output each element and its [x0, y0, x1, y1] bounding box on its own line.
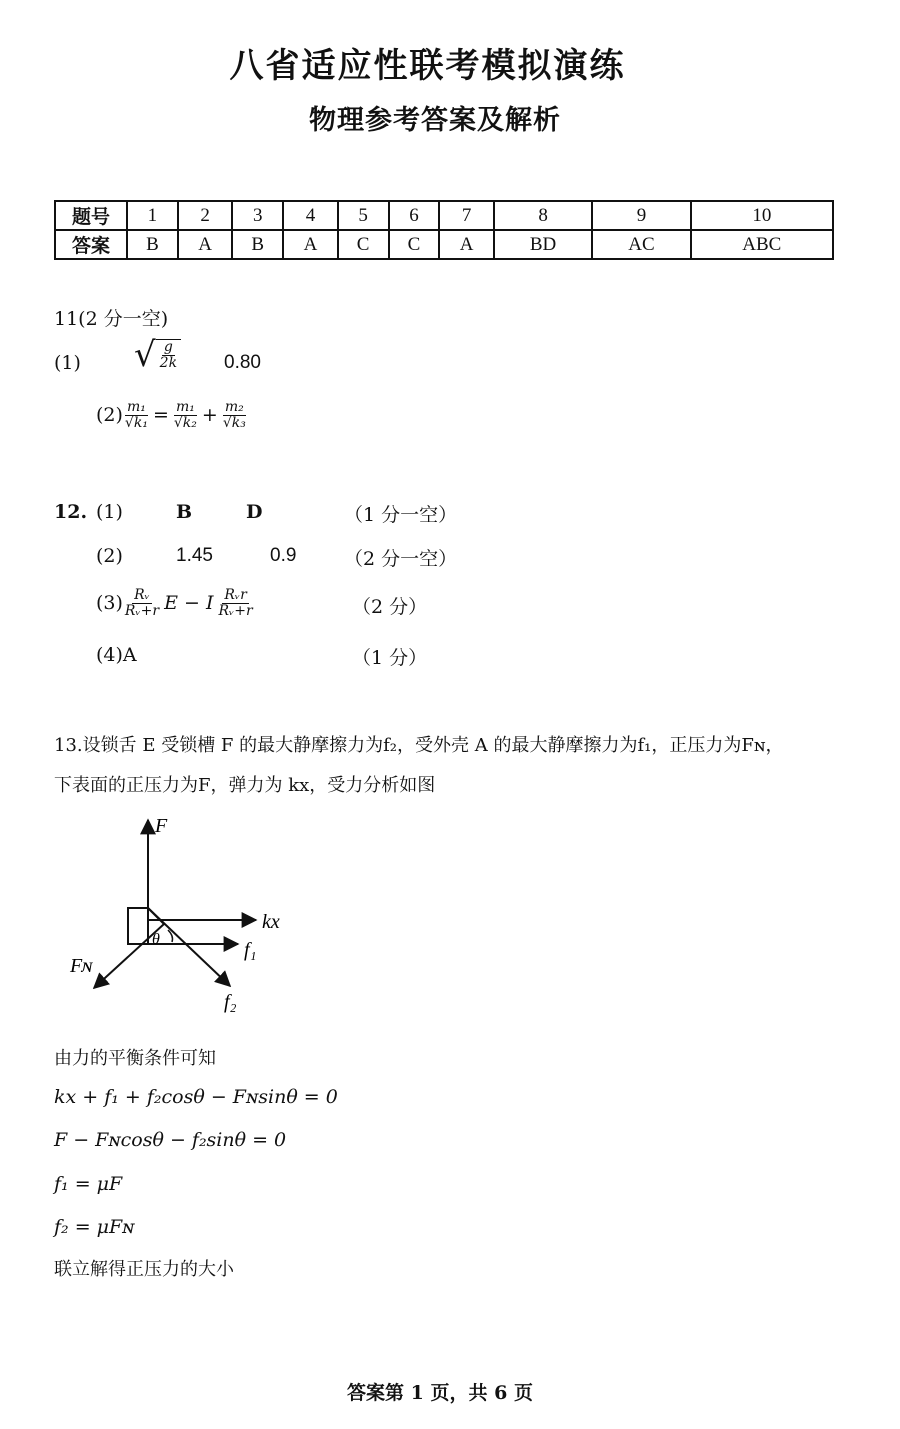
q12-part3-formula — [96, 588, 255, 618]
q13-conclusion: 联立解得正压力的大小 — [54, 1259, 234, 1280]
q12-part1-answer-b: D — [246, 501, 263, 523]
q12-part4-score: （1 分） — [352, 647, 428, 669]
answer-cell: AC — [592, 230, 690, 259]
answer-cell: B — [232, 230, 283, 259]
q11-frac1-num: m₁ — [126, 399, 146, 415]
q12-part2-answer-a: 1.45 — [176, 545, 213, 566]
q11-part1-value: 0.80 — [224, 352, 261, 373]
q12-part3-mid: E − I — [164, 592, 214, 615]
q12-frac2-num: Rᵥr — [224, 587, 247, 603]
q12-part2-answer-b: 0.9 — [270, 545, 297, 566]
block-shape — [128, 908, 148, 944]
q13-equation-1: kx + f₁ + f₂cosθ − Fɴsinθ = 0 — [54, 1086, 338, 1108]
answer-cell: A — [283, 230, 337, 259]
label-kx: kx — [262, 911, 280, 933]
question-number-cell: 6 — [389, 201, 440, 230]
q13-line2: 下表面的正压力为F，弹力为 kx，受力分析如图 — [54, 775, 436, 796]
label-f2: f₂ — [224, 991, 237, 1013]
q11-frac3-num: m₂ — [224, 399, 244, 415]
q11-frac2-num: m₁ — [175, 399, 195, 415]
q11-frac1-den: √k₁ — [124, 414, 148, 431]
q13-balance-intro: 由力的平衡条件可知 — [54, 1048, 216, 1069]
question-number-cell: 7 — [439, 201, 493, 230]
document-subtitle: 物理参考答案及解析 — [309, 105, 561, 136]
q11-part1-sqrt: √ $\frac{g}{2k}$ — [134, 338, 181, 372]
q12-part1-score: （1 分一空） — [344, 504, 458, 526]
table-row-numbers — [55, 201, 833, 230]
document-title: 八省适应性联考模拟演练 — [229, 46, 626, 86]
page-footer: 答案第 1 页，共 6 页 — [347, 1382, 533, 1404]
question-number-cell: 8 — [494, 201, 592, 230]
q12-part4-label: (4)A — [96, 644, 137, 666]
q12-part1-answer-a: B — [176, 501, 193, 523]
q11-part1-label: (1) — [54, 352, 81, 374]
label-FN: Fɴ — [70, 955, 93, 977]
force-diagram — [60, 810, 310, 1020]
answer-cell: A — [178, 230, 232, 259]
q11-frac2-den: √k₂ — [173, 414, 197, 431]
q11-sqrt-numerator: g — [163, 339, 173, 356]
q11-part2-label: (2) — [96, 404, 123, 427]
q13-line1: 13.设锁舌 E 受锁槽 F 的最大静摩擦力为f₂，受外壳 A 的最大静摩擦力为f₁，正压力为Fɴ， — [54, 735, 784, 756]
q13-equation-2: F − Fɴcosθ − f₂sinθ = 0 — [54, 1129, 287, 1151]
row-label-answer: 答案 — [55, 230, 127, 259]
q12-number: 12. — [54, 501, 88, 523]
q12-frac1-den: Rᵥ+r — [124, 602, 160, 619]
q11-part2-formula — [96, 400, 248, 430]
q12-frac2-den: Rᵥ+r — [218, 602, 253, 619]
q12-part2-label: (2) — [96, 545, 123, 567]
answer-cell: C — [338, 230, 389, 259]
label-F: F — [155, 815, 168, 837]
answer-cell: C — [389, 230, 440, 259]
q13-equation-3: f₁ = μF — [54, 1173, 123, 1195]
answer-cell: BD — [494, 230, 592, 259]
q11-plus: + — [201, 404, 218, 427]
q12-frac1-num: Rᵥ — [134, 587, 150, 603]
question-number-cell: 1 — [127, 201, 178, 230]
question-number-cell: 3 — [232, 201, 283, 230]
question-number-cell: 10 — [691, 201, 833, 230]
answer-cell: ABC — [691, 230, 833, 259]
label-f1: f₁ — [244, 939, 257, 961]
question-number-cell: 5 — [338, 201, 389, 230]
q11-frac3-den: √k₃ — [222, 414, 246, 431]
label-theta: θ — [152, 931, 160, 948]
q12-part3-score: （2 分） — [352, 596, 428, 618]
answer-cell: B — [127, 230, 178, 259]
question-number-cell: 9 — [592, 201, 690, 230]
q12-part2-score: （2 分一空） — [344, 548, 458, 570]
table-row-answers — [55, 230, 833, 259]
q12-part3-label: (3) — [96, 592, 123, 615]
q13-equation-4: f₂ = μFɴ — [54, 1216, 135, 1238]
answer-cell: A — [439, 230, 493, 259]
question-number-cell: 2 — [178, 201, 232, 230]
row-label-number: 题号 — [55, 201, 127, 230]
q12-part1-label: (1) — [96, 501, 123, 523]
q11-equals: = — [152, 404, 169, 427]
q11-heading: 11(2 分一空) — [54, 308, 169, 330]
question-number-cell: 4 — [283, 201, 337, 230]
q11-sqrt-denominator: 2k — [159, 355, 178, 371]
answer-table — [54, 200, 834, 260]
